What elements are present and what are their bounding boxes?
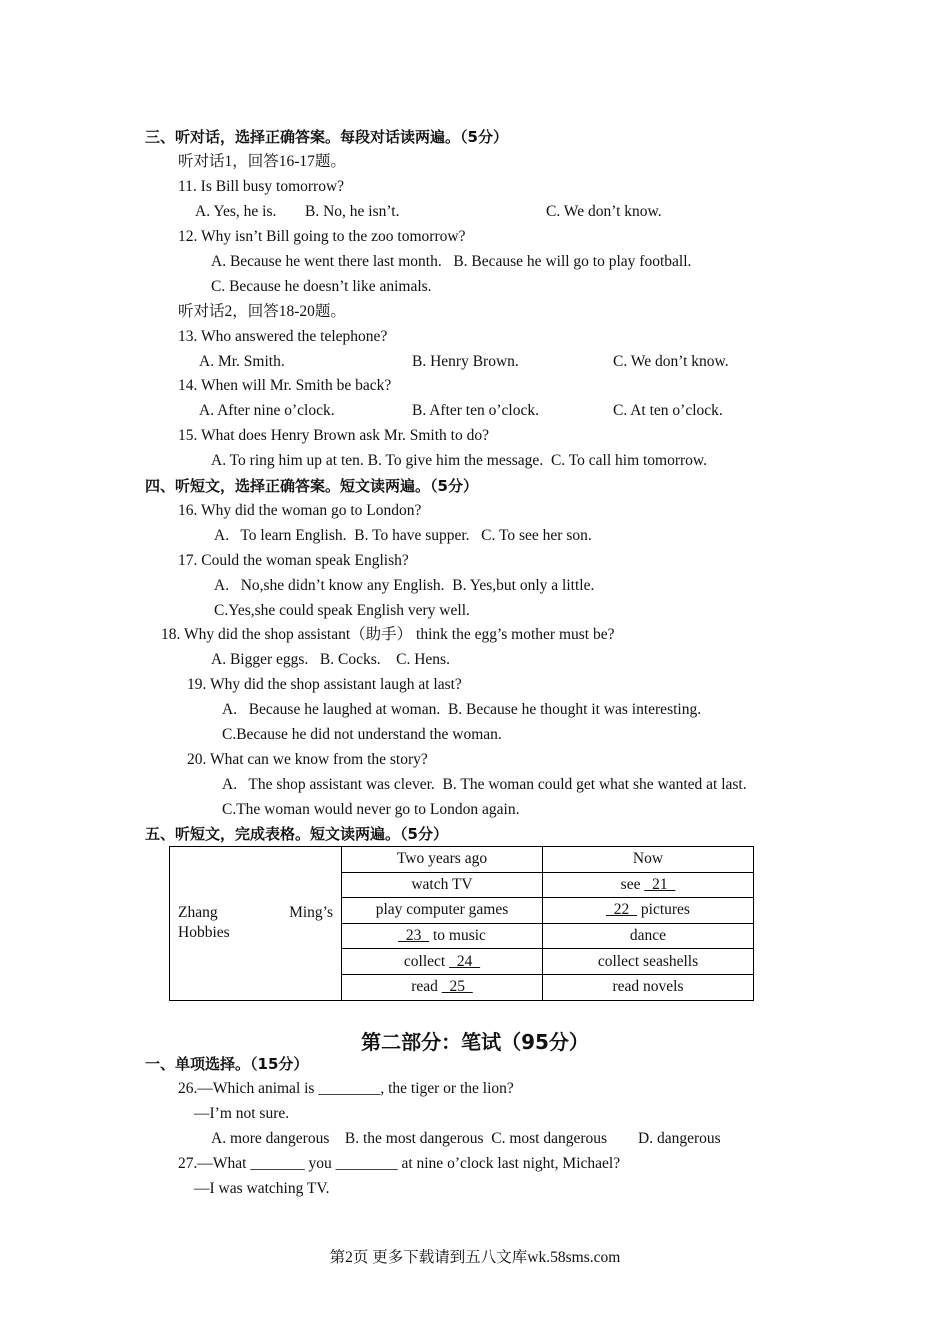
- q26-options: A. more dangerous B. the most dangerous C. most dangerous D. dangerous: [211, 1130, 721, 1147]
- question-16: 16. Why did the woman go to London?: [178, 502, 422, 519]
- blank-25: 25: [441, 978, 473, 996]
- dialogue-1-intro: 听对话1，回答16-17题。: [178, 153, 346, 170]
- blank-21: 21: [644, 875, 676, 893]
- blank-23: 23: [398, 927, 430, 945]
- column-header-now: Now: [543, 847, 754, 873]
- cell-text: pictures: [637, 901, 690, 919]
- row-header-zhang: Zhang: [178, 904, 218, 922]
- question-27: 27.—What _______ you ________ at nine o’clock last night, Michael?: [178, 1155, 621, 1172]
- q13-option-a: A. Mr. Smith.: [199, 353, 285, 370]
- q19-option-c: C.Because he did not understand the woman.: [222, 726, 502, 743]
- cell-text: collect: [403, 952, 450, 970]
- table-cell: read novels: [543, 974, 754, 1000]
- cell-text: see: [620, 875, 645, 893]
- question-12: 12. Why isn’t Bill going to the zoo tomorrow?: [178, 228, 466, 245]
- q14-option-b: B. After ten o’clock.: [412, 402, 539, 419]
- row-header-mings: Ming’s: [289, 904, 333, 922]
- table-cell: play computer games: [342, 898, 543, 924]
- question-11: 11. Is Bill busy tomorrow?: [178, 178, 345, 195]
- q17-option-c: C.Yes,she could speak English very well.: [214, 602, 470, 619]
- q26-response: —I’m not sure.: [194, 1105, 290, 1122]
- page-footer: 第2页 更多下载请到五八文库wk.58sms.com: [329, 1249, 621, 1266]
- q14-option-a: A. After nine o’clock.: [199, 402, 335, 419]
- blank-22: 22: [606, 901, 638, 919]
- q20-option-c: C.The woman would never go to London again.: [222, 801, 520, 818]
- table-cell: [342, 974, 543, 1000]
- table-cell: [342, 923, 543, 949]
- section-5-heading: 五、听短文，完成表格。短文读两遍。（5分）: [145, 825, 448, 843]
- q13-option-c: C. We don’t know.: [613, 353, 729, 370]
- section-3-heading: 三、听对话，选择正确答案。每段对话读两遍。（5分）: [145, 128, 508, 146]
- question-17: 17. Could the woman speak English?: [178, 552, 409, 569]
- row-header-cell: [170, 847, 342, 1001]
- section-4-heading: 四、听短文，选择正确答案。短文读两遍。（5分）: [145, 477, 478, 495]
- q20-options-ab: A. The shop assistant was clever. B. The woman could get what she wanted at last.: [222, 776, 747, 793]
- cell-text: read: [411, 978, 442, 996]
- question-18: 18. Why did the shop assistant（助手） think the egg’s mother must be?: [161, 626, 615, 643]
- table-cell: dance: [543, 923, 754, 949]
- dialogue-2-intro: 听对话2，回答18-20题。: [178, 303, 346, 320]
- q19-options-ab: A. Because he laughed at woman. B. Because he thought it was interesting.: [222, 701, 702, 718]
- column-header-then: Two years ago: [342, 847, 543, 873]
- row-header-hobbies: Hobbies: [178, 924, 230, 942]
- q11-option-c: C. We don’t know.: [546, 203, 662, 220]
- table-cell: watch TV: [342, 872, 543, 898]
- question-15: 15. What does Henry Brown ask Mr. Smith to do?: [178, 427, 489, 444]
- question-19: 19. Why did the shop assistant laugh at last?: [187, 676, 462, 693]
- cell-text: to music: [429, 927, 486, 945]
- q12-option-c: C. Because he doesn’t like animals.: [211, 278, 432, 295]
- blank-24: 24: [449, 952, 481, 970]
- table-cell: [543, 898, 754, 924]
- question-14: 14. When will Mr. Smith be back?: [178, 377, 392, 394]
- table-row: [170, 847, 754, 873]
- q16-options: A. To learn English. B. To have supper. C. To see her son.: [214, 527, 592, 544]
- part2-section-1-heading: 一、单项选择。（15分）: [145, 1055, 309, 1073]
- table-cell: [543, 872, 754, 898]
- table-cell: collect seashells: [543, 949, 754, 975]
- q12-options-ab: A. Because he went there last month. B. Because he will go to play football.: [211, 253, 692, 270]
- part-2-title: 第二部分：笔试（95分）: [361, 1030, 589, 1054]
- q11-option-a: A. Yes, he is.: [195, 203, 277, 220]
- q18-options: A. Bigger eggs. B. Cocks. C. Hens.: [211, 651, 450, 668]
- q14-option-c: C. At ten o’clock.: [613, 402, 723, 419]
- question-26: 26.—Which animal is ________, the tiger or the lion?: [178, 1080, 514, 1097]
- q11-option-b: B. No, he isn’t.: [305, 203, 400, 220]
- q27-response: —I was watching TV.: [194, 1180, 330, 1197]
- q13-option-b: B. Henry Brown.: [412, 353, 519, 370]
- question-13: 13. Who answered the telephone?: [178, 328, 388, 345]
- q15-options: A. To ring him up at ten. B. To give him the message. C. To call him tomorrow.: [211, 452, 707, 469]
- question-20: 20. What can we know from the story?: [187, 751, 428, 768]
- table-cell: [342, 949, 543, 975]
- q17-options-ab: A. No,she didn’t know any English. B. Yes,but only a little.: [214, 577, 595, 594]
- hobbies-table: [169, 846, 754, 1001]
